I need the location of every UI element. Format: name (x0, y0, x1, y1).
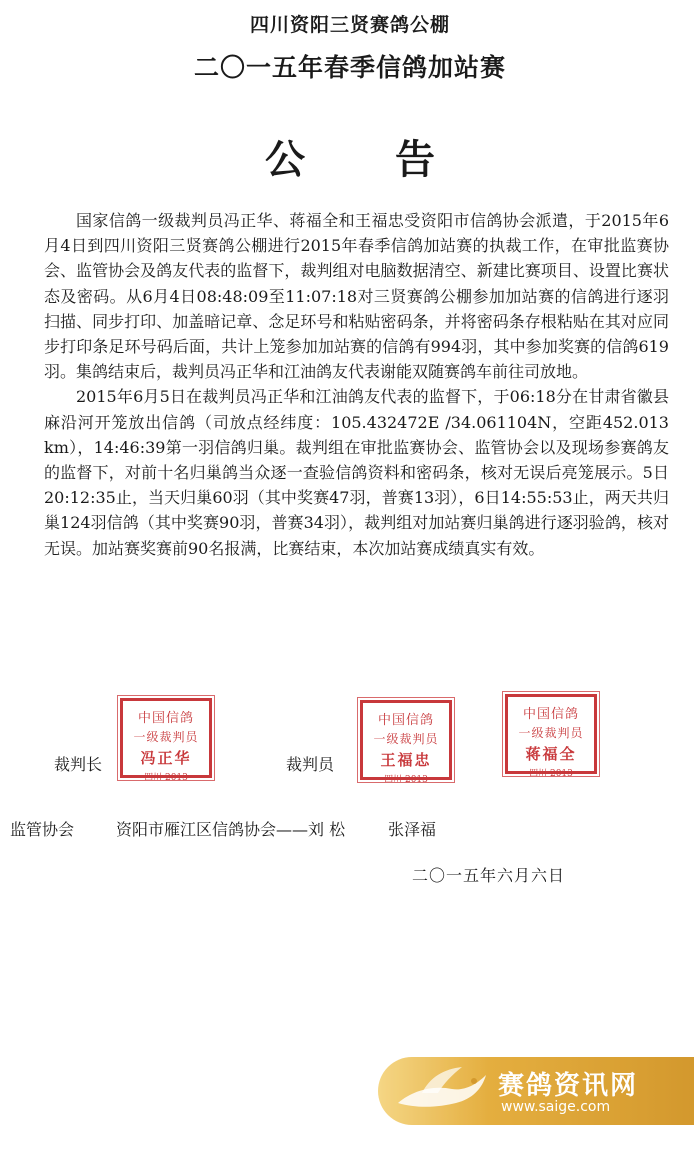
seal-name: 蒋福全 (525, 745, 577, 763)
race-title: 二〇一五年春季信鸽加站赛 (193, 53, 506, 82)
org-title: 四川资阳三贤赛鸽公棚 (249, 14, 450, 36)
document-date: 二〇一五年六月六日 (412, 866, 566, 885)
seal-jiang-fuquan (505, 694, 597, 779)
seal-line2: 一级裁判员 (373, 732, 439, 746)
logo-url: www.saige.com (501, 1099, 611, 1115)
chief-referee-label: 裁判长 (54, 755, 103, 774)
seal-footer: 四川·2013 (529, 769, 573, 779)
seal-line2: 一级裁判员 (518, 726, 584, 740)
seal-line1: 中国信鸽 (377, 713, 434, 728)
seal-footer: 四川·2013 (384, 775, 428, 785)
body-paragraph-2: 2015年6月5日在裁判员冯正华和江油鸽友代表的监督下，于06:18分在甘肃省徽县麻沿河开笼放出信鸽（司放点经纬度：105.432472E /34.061104N，空距452.013 km），14:46:39第一羽信鸽归巢。裁判组在审批监赛协会、监管协会以及现场参赛鸽友的监督下，对前十名归巢鸽当众逐一查验信鸽资料和密码条，核对无误后亮笼展示。5日20:12:35止，当天归巢60羽（其中奖赛47羽，普赛13羽），6日14:55:53止，两天共归巢124羽信鸽（其中奖赛90羽，普赛34羽），裁判组对加站赛归巢鸽进行逐羽验鸽，核对无误。加站赛奖赛前90名报满，比赛结束，本次加站赛成绩真实有效。 (44, 387, 669, 558)
seal-line1: 中国信鸽 (137, 711, 194, 726)
notice-heading: 公告 (265, 136, 525, 183)
supervision-label: 监管协会 (10, 820, 75, 839)
body-paragraph-1: 国家信鸽一级裁判员冯正华、蒋福全和王福忠受资阳市信鸽协会派遣，于2015年6月4日到四川资阳三贤赛鸽公棚进行2015年春季信鸽加站赛的执裁工作，在审批监赛协会、监管协会及鸽友代表的监督下，裁判组对电脑数据清空、新建比赛项目、设置比赛状态及密码。从6月4日08:48:09至11:07:18对三贤赛鸽公棚参加加站赛的信鸽进行逐羽扫描、同步打印、加盖暗记章、念足环号和粘贴密码条，并将密码条存根粘贴在其对应同步打印条足环号码后面，共计上笼参加加站赛的信鸽有994羽，其中参加奖赛的信鸽619羽。集鸽结束后，裁判员冯正华和江油鸽友代表谢能双随赛鸽车前往司放地。 (44, 211, 669, 382)
seal-line1: 中国信鸽 (522, 707, 579, 722)
supervision-org: 资阳市雁江区信鸽协会——刘 松 (116, 820, 346, 839)
seal-name: 冯正华 (140, 749, 192, 767)
supervision-name: 张泽福 (388, 820, 437, 839)
notice-body (44, 208, 669, 561)
seal-feng-zhenghua (120, 698, 212, 783)
site-logo-watermark[interactable] (378, 1057, 694, 1125)
seal-footer: 四川·2013 (144, 773, 188, 783)
seal-line2: 一级裁判员 (133, 730, 199, 744)
logo-name: 赛鸽资讯网 (498, 1071, 639, 1101)
referee-label: 裁判员 (286, 755, 335, 774)
pigeon-icon (392, 1063, 492, 1119)
seal-wang-fuzhong (360, 700, 452, 785)
seal-name: 王福忠 (380, 751, 432, 769)
